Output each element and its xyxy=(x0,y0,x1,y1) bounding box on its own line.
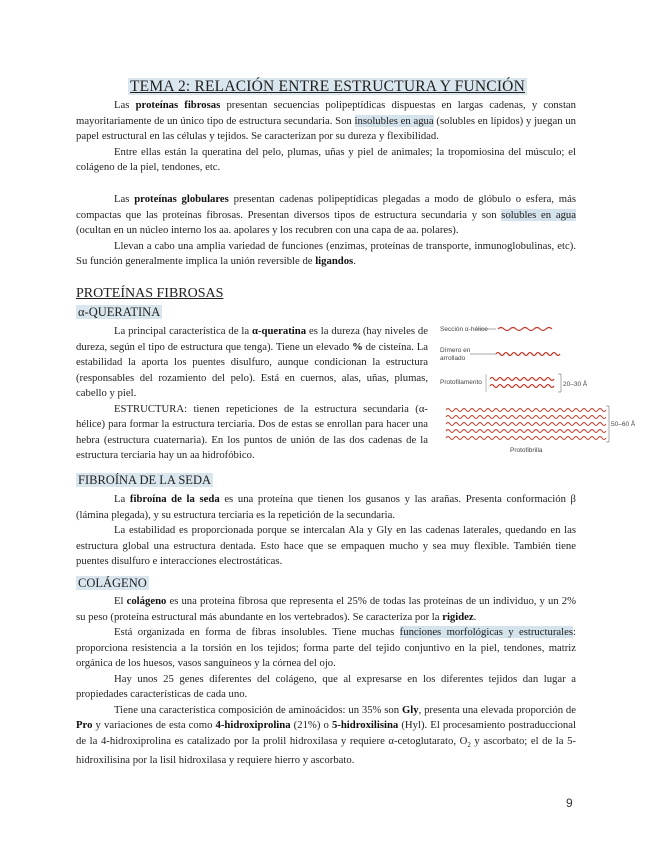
figure-label-helix: Sección α-hélice xyxy=(440,326,488,333)
paragraph: El colágeno es una proteína fibrosa que representa el 25% de todas las proteínas de un individuo, y un 2% su peso (proteína estructural más abundante en los vertebrados). Se caracteriza por la rigidez. xyxy=(76,595,577,623)
queratina-text xyxy=(76,324,428,464)
protofibril-bundle xyxy=(446,409,606,440)
intro-globulares xyxy=(76,192,576,270)
paragraph: ESTRUCTURA: tienen repeticiones de la estructura secundaria (α-hélice) para formar la estructura terciaria. Dos de estas se enrollan para hacer una hebra (estructura cuaternaria). En los puntos de unión de las dos cadenas de la estructura terciaria hay un aa hidrofóbico. xyxy=(76,402,428,461)
intro-fibrosas xyxy=(76,98,576,176)
paragraph: La estabilidad es proporcionada porque se intercalan Ala y Gly en las cadenas laterales, quedando en las estructura global una estructura dentada. Esto hace que se empaquen mucho y sea muy flexible. También tiene puentes disulfuro e interacciones electrostáticas. xyxy=(76,524,576,567)
paragraph: Llevan a cabo una amplia variedad de funciones (enzimas, proteínas de transporte, inmunoglobulinas, etc). Su función generalmente implica la unión reversible de ligandos. xyxy=(76,239,576,267)
figure-label-protofilamento: Protofilamento xyxy=(440,379,482,386)
figure-label-protofibrilla: Protofibrilla xyxy=(510,447,543,454)
figure-label-coil-1: Dímero en xyxy=(440,347,471,354)
subheading-seda: FIBROÍNA DE LA SEDA xyxy=(78,473,211,487)
paragraph: Entre ellas están la queratina del pelo, plumas, uñas y piel de animales; la tropomiosina del músculo; el colágeno de la piel, tendones, etc. xyxy=(76,145,576,173)
paragraph: Las proteínas fibrosas presentan secuencias polipeptídicas dispuestas en largas cadenas, y constan mayoritariamente de un único tipo de estructura secundaria. Son insolubles en agua (solubles en lípidos) y juegan un papel estructural en las células y tejidos. Se caracterizan por su dureza y flexibilidad. xyxy=(76,99,577,142)
paragraph: La principal característica de la α-queratina es la dureza (hay niveles de dureza, según el tipo de estructura que tenga). Tiene un elevado % de cisteína. La estabilidad la aporta los puentes disulfuro, aunque condicionan la estructura (responsables del rozamiento del pelo). Está en cuernos, alas, uñas, plumas, cabello y piel. xyxy=(76,325,428,399)
page-number: 9 xyxy=(566,796,573,810)
paragraph: Está organizada en forma de fibras insolubles. Tiene muchas funciones morfológicas y estructurales: proporciona resistencia a la torsión en los tejidos; forma parte del tejido conjuntivo en la piel, tendones, matriz orgánica de los huesos, vasos sanguíneos y la córnea del ojo. xyxy=(76,626,576,669)
subheading-queratina: α-QUERATINA xyxy=(78,305,161,319)
colageno-text xyxy=(76,594,576,769)
figure-label-coil-2: arrollado xyxy=(440,355,466,362)
paragraph: Tiene una característica composición de aminoácidos: un 35% son Gly, presenta una elevada proporción de Pro y variaciones de esta como 4-hidroxiprolina (21%) o 5-hidroxilisina (Hyl). El procesamiento postraduccional de la 4-hidroxiprolina es catalizado por la prolil hidroxilasa y requiere α-cetoglutarato, $O_2$ y ascorbato; el de la 5-hidroxilisina por la lisil hidroxilasa y requiere hierro y ascorbato. xyxy=(76,703,576,767)
figure-label-fibril-size: 50–60 Å xyxy=(611,421,636,428)
subheading-colageno: COLÁGENO xyxy=(78,576,147,590)
section-heading-fibrosas: PROTEÍNAS FIBROSAS xyxy=(76,286,224,301)
seda-text xyxy=(76,492,576,570)
page-title: TEMA 2: RELACIÓN ENTRE ESTRUCTURA Y FUNCIÓN xyxy=(130,78,525,95)
paragraph: La fibroína de la seda es una proteína que tienen los gusanos y las arañas. Presenta conformación β (lámina plegada), y su estructura terciaria es la repetición de la secundaria. xyxy=(76,493,576,521)
paragraph: Hay unos 25 genes diferentes del colágeno, que al expresarse en los diferentes tejidos dan lugar a propiedades características de cada uno. xyxy=(76,672,576,700)
keratin-structure-figure xyxy=(438,322,643,457)
paragraph: Las proteínas globulares presentan cadenas polipeptídicas plegadas a modo de glóbulo o esfera, más compactas que las proteínas fibrosas. Presentan diversos tipos de estructura secundaria y son solubles en agua (ocultan en un núcleo interno los aa. apolares y los recubren con una capa de aa. polares). xyxy=(76,193,576,236)
figure-label-proto-size: 20–30 Å xyxy=(563,381,588,388)
